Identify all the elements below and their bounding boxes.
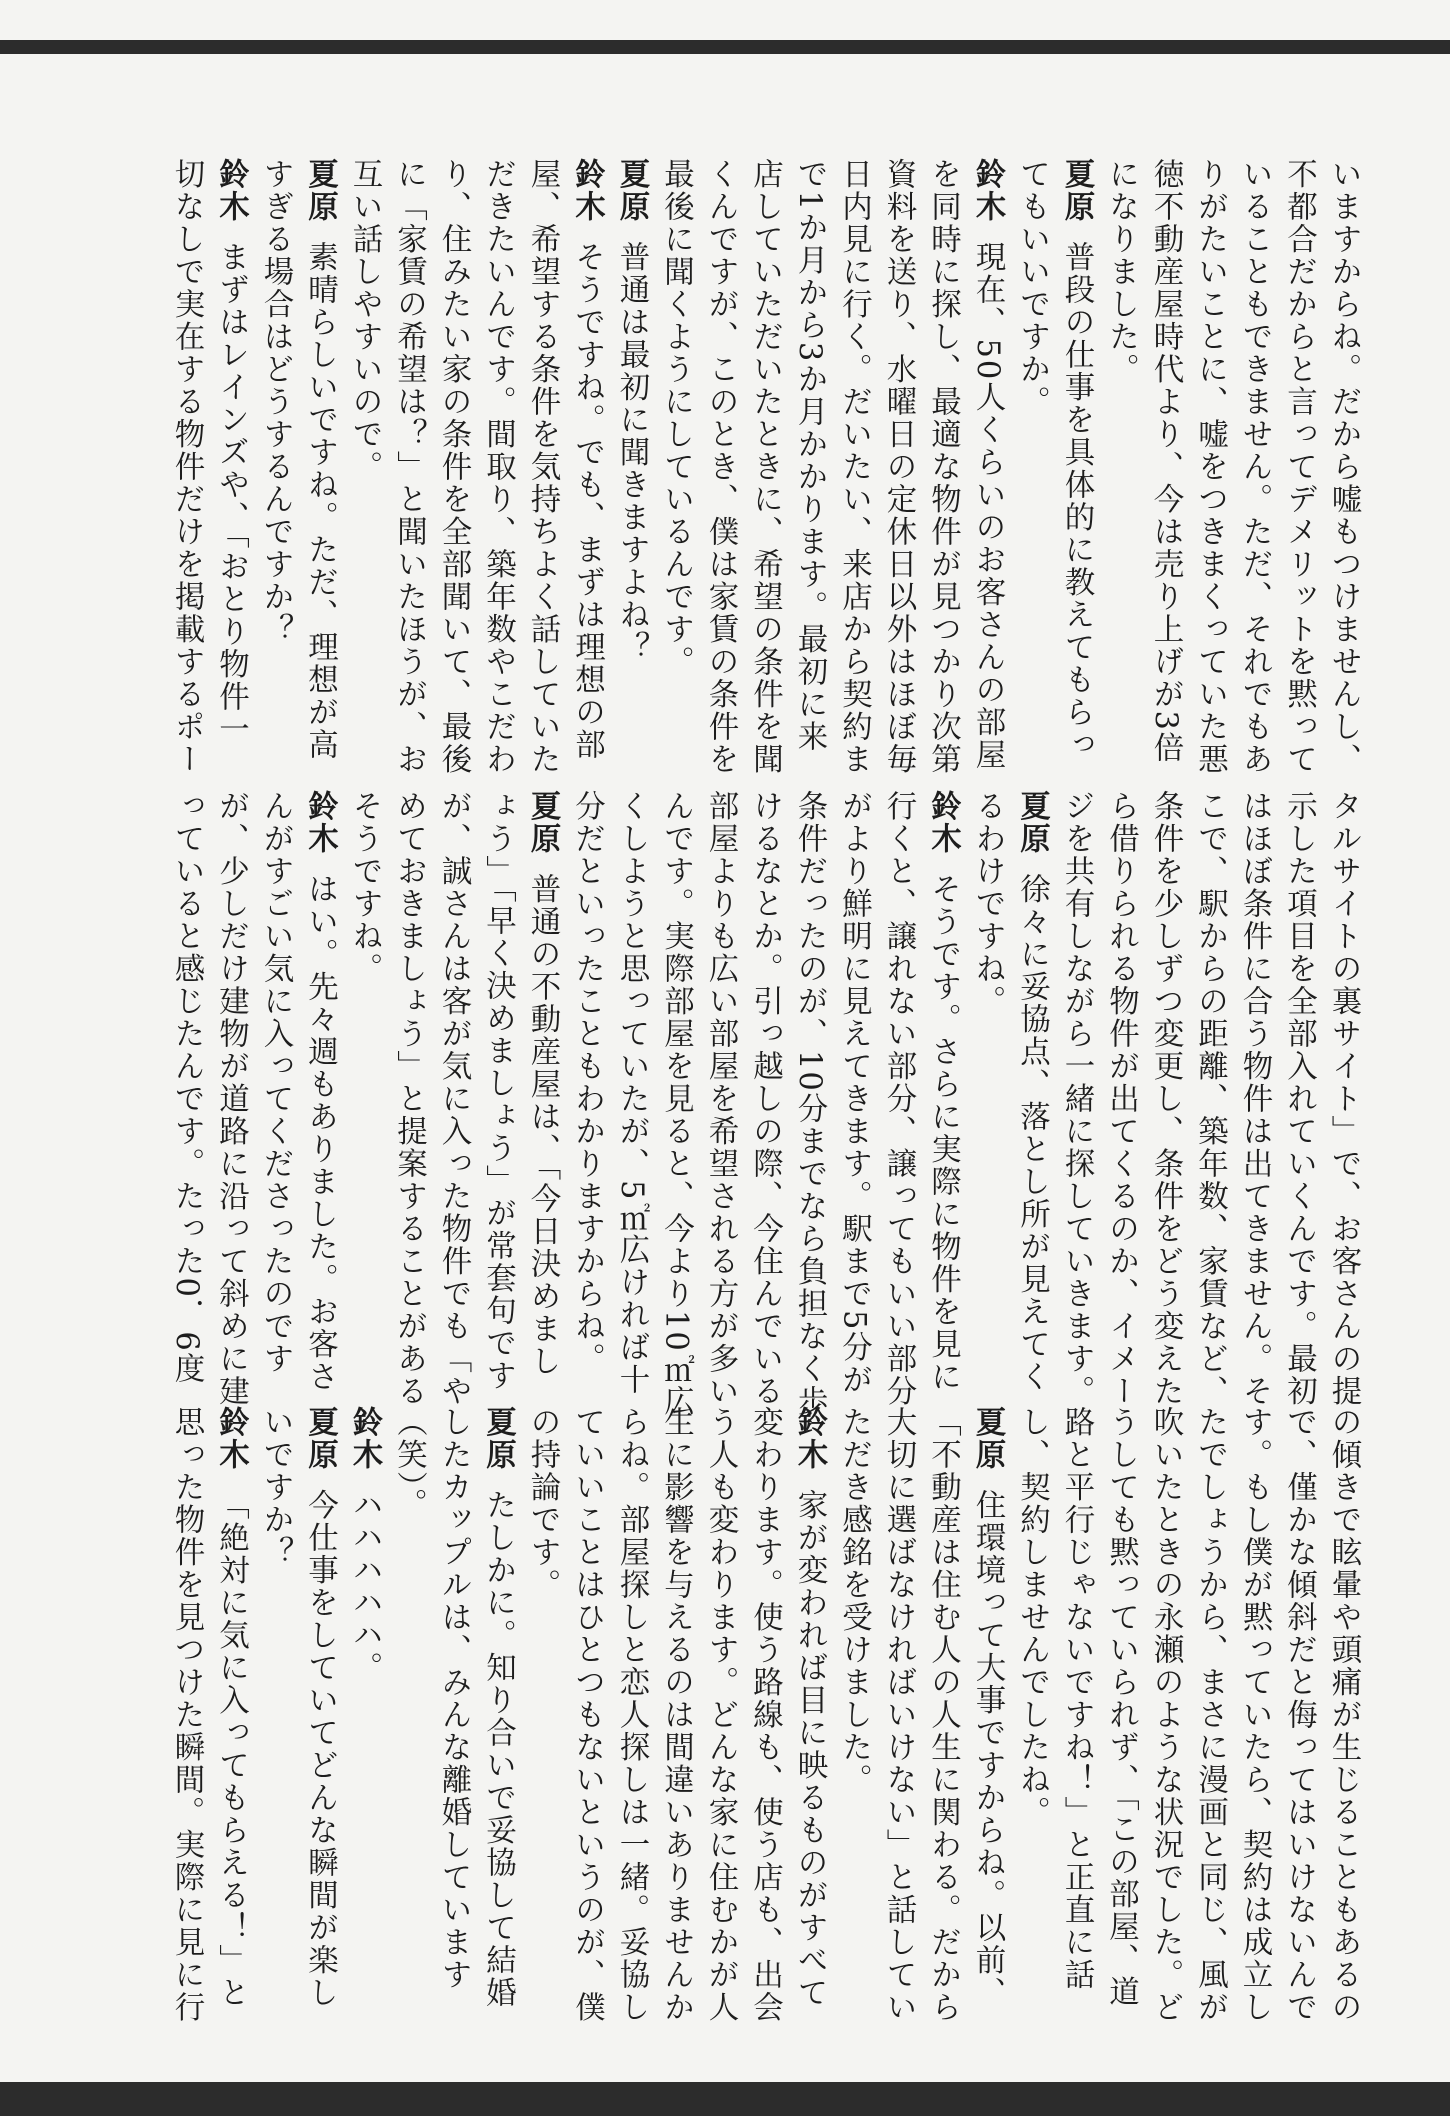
text-block-middle: [169, 790, 1365, 1418]
line-text: だきたいんです。間取り、築年数やこだわ: [480, 158, 516, 776]
text-line: [297, 790, 342, 1393]
line-text: 徐々に妥協点、落とし所が見えてく: [1014, 873, 1050, 1393]
text-line: [386, 790, 431, 1408]
speaker-name: 鈴木: [347, 1406, 382, 1471]
text-line: [253, 790, 298, 1390]
text-line: [1009, 158, 1054, 768]
line-text: がより鮮明に見えてきます。駅まで5分が: [836, 790, 872, 1397]
line-text: いることもできません。ただ、それでもあ: [1237, 158, 1272, 776]
line-text: り、住みたい家の条件を全部聞いて、最後: [436, 158, 471, 776]
line-text: めておきましょう」と提案することがある: [391, 790, 427, 1408]
text-line: [698, 1406, 743, 2026]
text-line: [831, 158, 876, 776]
speaker-name: 鈴木: [792, 1406, 827, 1471]
line-text: そうです。さらに実際に物件を見に: [925, 873, 961, 1393]
text-line: [342, 158, 387, 768]
text-line: [253, 1406, 298, 2026]
speaker-name: 夏原: [302, 158, 338, 223]
text-line: [609, 158, 654, 768]
line-text: で、僅かな傾斜だと侮ってはいけないんで: [1281, 1406, 1317, 2024]
text-line: [609, 1406, 654, 2026]
line-text: たでしょうから、まさに漫画と同じ、風が: [1192, 1406, 1228, 2024]
text-line: [1098, 1406, 1143, 2026]
line-text: 屋、希望する条件を気持ちよく話していた: [525, 158, 560, 776]
text-line: [698, 158, 743, 776]
text-line: [653, 1406, 698, 2026]
line-text: 今仕事をしていてどんな瞬間が楽し: [302, 1489, 338, 2009]
line-text: 示した項目を全部入れていくんです。最初: [1281, 790, 1317, 1408]
speaker-name: 鈴木: [213, 158, 249, 223]
text-line: [475, 1406, 520, 2026]
text-line: [1054, 158, 1099, 768]
speaker-name: 夏原: [614, 158, 649, 223]
line-text: 普段の仕事を具体的に教えてもらっ: [1059, 241, 1094, 761]
top-rule: [0, 40, 1450, 54]
line-text: 条件だったのが、10分までなら負担なく歩: [792, 790, 827, 1418]
speaker-name: 鈴木: [302, 790, 338, 855]
line-text: タルサイトの裏サイト」で、お客さんの提: [1326, 790, 1361, 1408]
line-text: う人も変わります。どんな家に住むかが人: [703, 1406, 738, 2024]
text-line: [1187, 790, 1232, 1408]
line-text: の持論です。: [525, 1406, 560, 1601]
text-line: [1054, 1406, 1099, 2026]
line-text: 最後に聞くようにしているんです。: [658, 158, 694, 678]
text-line: [1232, 1406, 1277, 2026]
text-line: [653, 158, 698, 768]
line-text: 路と平行じゃないですね！」と正直に話: [1059, 1406, 1094, 1991]
text-line: [520, 1406, 565, 2026]
line-text: らね。部屋探しと恋人探しは一緒。妥協し: [614, 1406, 649, 2024]
line-text: たしかに。知り合いで妥協して結婚: [480, 1489, 516, 2009]
text-line: [386, 1406, 431, 2026]
text-line: [1321, 790, 1366, 1408]
line-text: 生に影響を与えるのは間違いありませんか: [658, 1406, 694, 2024]
text-line: [653, 790, 698, 1418]
line-text: 現在、50人くらいのお客さんの部屋: [970, 241, 1005, 772]
text-line: [1143, 158, 1188, 768]
speaker-name: 鈴木: [569, 158, 605, 223]
text-line: [787, 1406, 832, 2026]
text-line: [208, 790, 253, 1408]
text-line: [1009, 790, 1054, 1393]
line-text: ょう」「早く決めましょう」が常套句です: [480, 790, 516, 1393]
line-text: くんですが、このとき、僕は家賃の条件を: [703, 158, 738, 776]
text-line: [342, 1406, 387, 2026]
line-text: す。もし僕が黙っていたら、契約は成立し: [1237, 1406, 1272, 2024]
text-line: [609, 790, 654, 1397]
line-text: 切なしで実在する物件だけを掲載するポー: [169, 158, 204, 776]
line-text: くしようと思っていたが、5㎡広ければ十: [614, 790, 649, 1397]
line-text: 家が変われば目に映るものがすべて: [792, 1489, 827, 2009]
text-line: [431, 1406, 476, 2026]
text-line: [1009, 1406, 1054, 2026]
text-line: [297, 158, 342, 768]
text-line: [1276, 790, 1321, 1408]
text-line: [431, 158, 476, 776]
line-text: 資料を送り、水曜日の定休日以外はほぼ毎: [881, 158, 916, 776]
text-line: [1232, 790, 1277, 1408]
text-line: [1143, 790, 1188, 1408]
speaker-name: 夏原: [970, 1406, 1005, 1471]
line-text: すぎる場合はどうするんですか？: [258, 158, 293, 646]
text-line: [1187, 158, 1232, 776]
speaker-name: 夏原: [1059, 158, 1094, 223]
line-text: 部屋よりも広い部屋を希望される方が多い: [703, 790, 738, 1408]
text-line: [1276, 158, 1321, 776]
line-text: 行くと、譲れない部分、譲ってもいい部分: [881, 790, 916, 1408]
line-text: 店していただいたときに、希望の条件を聞: [747, 158, 783, 776]
text-line: [431, 790, 476, 1408]
text-line: [965, 1406, 1010, 2026]
line-text: 住環境って大事ですからね。以前、: [970, 1489, 1005, 2009]
line-text: ら借りられる物件が出てくるのか、イメー: [1103, 790, 1139, 1408]
line-text: こで、駅からの距離、築年数、家賃など、: [1192, 790, 1228, 1408]
line-text: 不都合だからと言ってデメリットを黙って: [1281, 158, 1317, 776]
line-text: 大切に選ばなければいけない」と話してい: [881, 1406, 916, 2024]
line-text: 普通は最初に聞きますよね？: [614, 241, 649, 664]
line-text: そうですね。でも、まずは理想の部: [569, 241, 605, 761]
line-text: 条件を少しずつ変更し、条件をどう変えた: [1148, 790, 1183, 1408]
line-text: 吹いたときの永瀬のような状況でした。ど: [1148, 1406, 1183, 2024]
line-text: 普通の不動産屋は、「今日決めまし: [525, 873, 560, 1378]
text-line: [1098, 158, 1143, 768]
speaker-name: 鈴木: [970, 158, 1005, 223]
line-text: 「不動産は住む人の人生に関わる。だから: [925, 1406, 961, 2024]
line-text: ていいことはひとつもないというのが、僕: [569, 1406, 605, 2024]
text-line: [1098, 790, 1143, 1408]
text-line: [1232, 158, 1277, 776]
text-line: [520, 790, 565, 1390]
text-line: [920, 158, 965, 776]
text-line: [698, 790, 743, 1408]
text-line: [965, 158, 1010, 772]
line-text: 日内見に行く。だいたい、来店から契約ま: [836, 158, 872, 776]
text-line: [1321, 158, 1366, 776]
line-text: （笑）。: [391, 1406, 427, 1521]
text-line: [876, 790, 921, 1408]
text-line: [742, 1406, 787, 2026]
text-line: [876, 1406, 921, 2026]
line-text: いますからね。だから嘘もつけませんし、: [1326, 158, 1361, 776]
line-text: に「家賃の希望は？」と聞いたほうが、お: [391, 158, 427, 776]
line-text: になりました。: [1103, 158, 1139, 386]
text-line: [164, 158, 209, 776]
line-text: んがすごい気に入ってくださったのです: [258, 790, 293, 1375]
text-line: [920, 790, 965, 1393]
line-text: の傾きで眩暈や頭痛が生じることもあるの: [1326, 1406, 1361, 2024]
text-line: [297, 1406, 342, 2026]
text-line: [831, 1406, 876, 2026]
line-text: が、少しだけ建物が道路に沿って斜めに建: [213, 790, 249, 1408]
line-text: 互い話しやすいので。: [347, 158, 382, 483]
line-text: そうですね。: [347, 790, 382, 985]
text-line: [208, 1406, 253, 2026]
line-text: が、誠さんは客が気に入った物件でも「や: [436, 790, 471, 1408]
line-text: けるなとか。引っ越しの際、今住んでいる: [747, 790, 783, 1408]
text-line: [520, 158, 565, 776]
speaker-name: 夏原: [1014, 790, 1050, 855]
line-text: んです。実際部屋を見ると、今より10㎡広: [658, 790, 694, 1418]
text-line: [1143, 1406, 1188, 2026]
line-text: 変わります。使う路線も、使う店も、出会: [747, 1406, 783, 2024]
text-line: [1276, 1406, 1321, 2026]
line-text: したカップルは、みんな離婚しています: [436, 1406, 471, 1991]
line-text: まずはレインズや、「おとり物件一: [213, 241, 249, 746]
bottom-rule: [0, 2082, 1450, 2116]
text-line: [742, 790, 787, 1408]
line-text: はほぼ条件に合う物件は出てきません。そ: [1237, 790, 1272, 1408]
text-line: [787, 790, 832, 1418]
line-text: 素晴らしいですね。ただ、理想が高: [302, 241, 338, 761]
line-text: で1か月から3か月かかります。最初に来: [792, 158, 827, 754]
text-block-upper: [169, 158, 1365, 776]
line-text: ただき感銘を受けました。: [836, 1406, 872, 1796]
line-text: りがたいことに、嘘をつきまくっていた悪: [1192, 158, 1228, 776]
line-text: いですか？: [258, 1406, 293, 1569]
speaker-name: 夏原: [302, 1406, 338, 1471]
text-line: [876, 158, 921, 776]
text-line: [342, 790, 387, 1390]
text-line: [564, 1406, 609, 2026]
text-line: [475, 790, 520, 1393]
text-line: [386, 158, 431, 776]
line-text: 「絶対に気に入ってもらえる！」と: [213, 1489, 249, 2009]
text-line: [475, 158, 520, 776]
text-line: [1321, 1406, 1366, 2026]
text-line: [164, 1406, 209, 2026]
text-line: [164, 790, 209, 1390]
speaker-name: 夏原: [525, 790, 560, 855]
text-line: [742, 158, 787, 776]
text-block-lower: [169, 1406, 1365, 2026]
text-line: [1054, 790, 1099, 1408]
text-line: [965, 790, 1010, 1390]
text-line: [208, 158, 253, 768]
speaker-name: 鈴木: [925, 790, 961, 855]
text-line: [787, 158, 832, 768]
text-line: [920, 1406, 965, 2026]
speaker-name: 鈴木: [213, 1406, 249, 1471]
line-text: っていると感じたんです。たった0．6度: [169, 790, 204, 1386]
line-text: 徳不動産屋時代より、今は売り上げが3倍: [1148, 158, 1183, 765]
line-text: ジを共有しながら一緒に探していきます。: [1059, 790, 1094, 1408]
text-line: [1187, 1406, 1232, 2026]
line-text: し、契約しませんでしたね。: [1014, 1406, 1050, 1829]
text-line: [564, 790, 609, 1390]
line-text: てもいいですか。: [1014, 158, 1050, 418]
text-line: [831, 790, 876, 1397]
text-line: [564, 158, 609, 768]
text-line: [253, 158, 298, 768]
speaker-name: 夏原: [480, 1406, 516, 1471]
line-text: はい。先々週もありました。お客さ: [302, 873, 338, 1393]
line-text: 思った物件を見つけた瞬間。実際に見に行: [169, 1406, 204, 2024]
line-text: を同時に探し、最適な物件が見つかり次第: [925, 158, 961, 776]
line-text: るわけですね。: [970, 790, 1005, 1018]
line-text: うしても黙っていられず、「この部屋、道: [1103, 1406, 1139, 2009]
line-text: 分だといったこともわかりますからね。: [569, 790, 605, 1375]
line-text: ハハハハハ。: [347, 1489, 382, 1684]
